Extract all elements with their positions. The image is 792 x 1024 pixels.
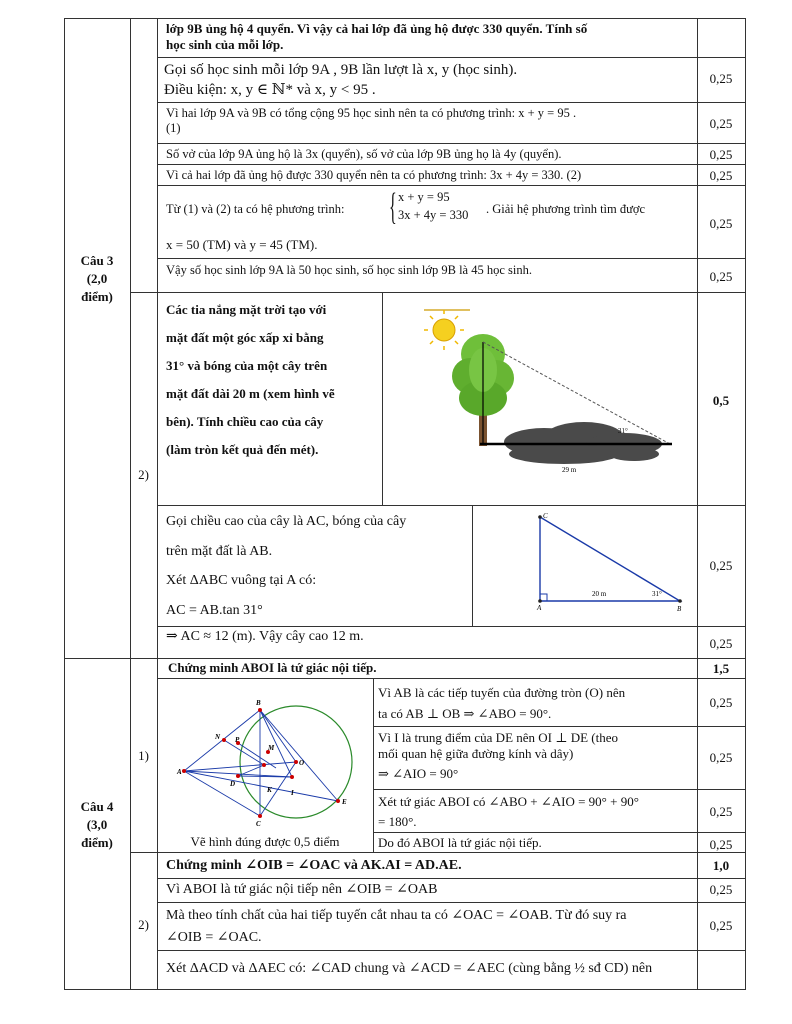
row-line (157, 626, 746, 627)
row-line (373, 789, 746, 790)
score-value: 0,25 (709, 636, 733, 651)
row-line (157, 902, 746, 903)
row-line (157, 950, 746, 951)
point-label: E (342, 798, 347, 806)
point-label: B (256, 699, 261, 707)
right-triangle-figure (474, 507, 696, 625)
point-label: O (299, 759, 305, 767)
score-value: 0,25 (709, 695, 733, 710)
q3-part2-problem: Các tia nắng mặt trời tạo với mặt đất một góc xấp xỉ bằng 31° và bóng của một cây trên mặt đất dài 20 m (xem hình vẽ bên). Tính chiều cao của cây (làm tròn kết quả đến mét). (166, 302, 335, 457)
q4-part-2-label: 2) (138, 917, 149, 932)
point-label: A (177, 768, 182, 776)
score-value: 0,25 (709, 269, 733, 284)
sun-icon (424, 310, 470, 350)
score-value: 0,25 (709, 216, 733, 231)
row-line (157, 678, 746, 679)
table-border-top (64, 18, 746, 19)
row-line (157, 505, 746, 506)
score-value: 0,25 (709, 804, 733, 819)
score-value: 0,25 (709, 558, 733, 573)
q4-solution-step: Vì AB là các tiếp tuyến của đường tròn (O) nên ta có AB ⊥ OB ⇒ ∠ABO = 90°. (378, 685, 626, 721)
length-label: 29 m (562, 466, 577, 474)
question-4-label: Câu 4 (3,0 điểm) (80, 799, 114, 850)
table-border-bottom (64, 989, 746, 990)
q4-solution-step: Do đó ABOI là tứ giác nội tiếp. (378, 835, 542, 850)
point-label: K (267, 786, 272, 794)
q3-problem-text: lớp 9B ủng hộ 4 quyển. Vì vậy cả hai lớp đã ủng hộ được 330 quyển. Tính số học sinh của mỗi lớp. (166, 21, 588, 52)
point-label: D (230, 780, 236, 788)
q4-part2-heading: Chứng minh ∠OIB = ∠OAC và AK.AI = AD.AE. (166, 858, 462, 873)
vertex-label-b: B (677, 605, 682, 613)
score-value: 0,25 (709, 882, 733, 897)
row-line (130, 292, 746, 293)
q4-solution-step: Vì ABOI là tứ giác nội tiếp nên ∠OIB = ∠OAB (166, 882, 438, 897)
q3-solution-step: x = 50 (TM) và y = 45 (TM). (166, 237, 318, 252)
q3-solution-step: Gọi số học sinh mỗi lớp 9A , 9B lần lượt là x, y (học sinh). Điều kiện: x, y ∈ ℕ* và x, y < 95 . (164, 62, 518, 98)
tree-shadow-illustration (384, 294, 696, 504)
q4-solution-step: Xét tứ giác ABOI có ∠ABO + ∠AIO = 90° + 90° = 180°. (378, 794, 639, 829)
q3-solution-step: . Giải hệ phương trình tìm được (486, 202, 646, 216)
angle-label: 31° (652, 590, 662, 598)
point-label: I (291, 789, 294, 797)
q4-solution-step: Vì I là trung điểm của DE nên OI ⊥ DE (theo mối quan hệ giữa đường kính và dây) ⇒ ∠AIO = 90° (378, 730, 619, 781)
row-line (373, 726, 746, 727)
circle-tangent-figure (160, 680, 372, 830)
row-line (157, 143, 746, 144)
row-line (157, 185, 746, 186)
score-value: 0,25 (709, 71, 733, 86)
score-value: 0,25 (709, 168, 733, 183)
row-line (157, 258, 746, 259)
row-line (157, 164, 746, 165)
q3-solution-step: Từ (1) và (2) ta có hệ phương trình: (166, 202, 345, 216)
figure-caption: Vẽ hình đúng được 0,5 điểm (190, 834, 340, 849)
q4-part-1-label: 1) (138, 748, 149, 763)
score-value: 1,0 (712, 858, 730, 873)
score-value: 0,5 (712, 393, 730, 408)
cell-divider (373, 678, 374, 852)
question-3-label: Câu 3 (2,0 điểm) (80, 253, 114, 304)
angle-label: 31° (618, 427, 628, 435)
point-label: P (235, 736, 240, 744)
score-value: 0,25 (709, 918, 733, 933)
score-value: 0,25 (709, 116, 733, 131)
vertex-label-a: A (537, 604, 542, 612)
score-value: 0,25 (709, 750, 733, 765)
system-brace: { (389, 188, 397, 229)
row-line (157, 878, 746, 879)
point-label: C (256, 820, 261, 828)
length-label: 20 m (592, 590, 607, 598)
row-line (157, 102, 746, 103)
score-value: 0,25 (709, 147, 733, 162)
q3-conclusion: ⇒ AC ≈ 12 (m). Vậy cây cao 12 m. (166, 629, 364, 644)
score-value: 1,5 (712, 661, 730, 676)
cell-divider (382, 292, 383, 505)
row-line (373, 832, 746, 833)
q3-part2-solution: Gọi chiều cao của cây là AC, bóng của cây trên mặt đất là AB. Xét ΔABC vuông tại A có: AC = AB.tan 31° (166, 514, 407, 618)
equation-system: x + y = 95 3x + 4y = 330 (398, 190, 469, 222)
vertex-label-c: C (543, 512, 548, 520)
row-line (157, 57, 746, 58)
q3-part-2-label: 2) (138, 467, 149, 482)
cell-divider (472, 505, 473, 626)
q4-part1-heading: Chứng minh ABOI là tứ giác nội tiếp. (168, 660, 377, 675)
row-line (130, 852, 746, 853)
point-label: N (215, 733, 221, 741)
score-value: 0,25 (709, 837, 733, 852)
q3-solution-step: Số vở của lớp 9A ủng hộ là 3x (quyển), số vở của lớp 9B ủng họ là 4y (quyển). (166, 147, 562, 161)
q3-solution-step: Vì cả hai lớp đã ủng hộ được 330 quyển nên ta có phương trình: 3x + 4y = 330. (2) (166, 168, 582, 182)
point-label: M (268, 744, 275, 752)
q4-solution-step: Mà theo tính chất của hai tiếp tuyến cắt nhau ta có ∠OAC = ∠OAB. Từ đó suy ra ∠OIB = ∠OAC. (166, 908, 627, 945)
q3-solution-step: Vậy số học sinh lớp 9A là 50 học sinh, số học sinh lớp 9B là 45 học sinh. (166, 263, 532, 277)
table-col-divider (130, 18, 131, 990)
q4-solution-step: Xét ΔACD và ΔAEC có: ∠CAD chung và ∠ACD = ∠AEC (cùng bằng ½ sđ CD) nên (166, 961, 653, 976)
q3-solution-step: Vì hai lớp 9A và 9B có tổng cộng 95 học sinh nên ta có phương trình: x + y = 95 . (1) (166, 106, 577, 135)
